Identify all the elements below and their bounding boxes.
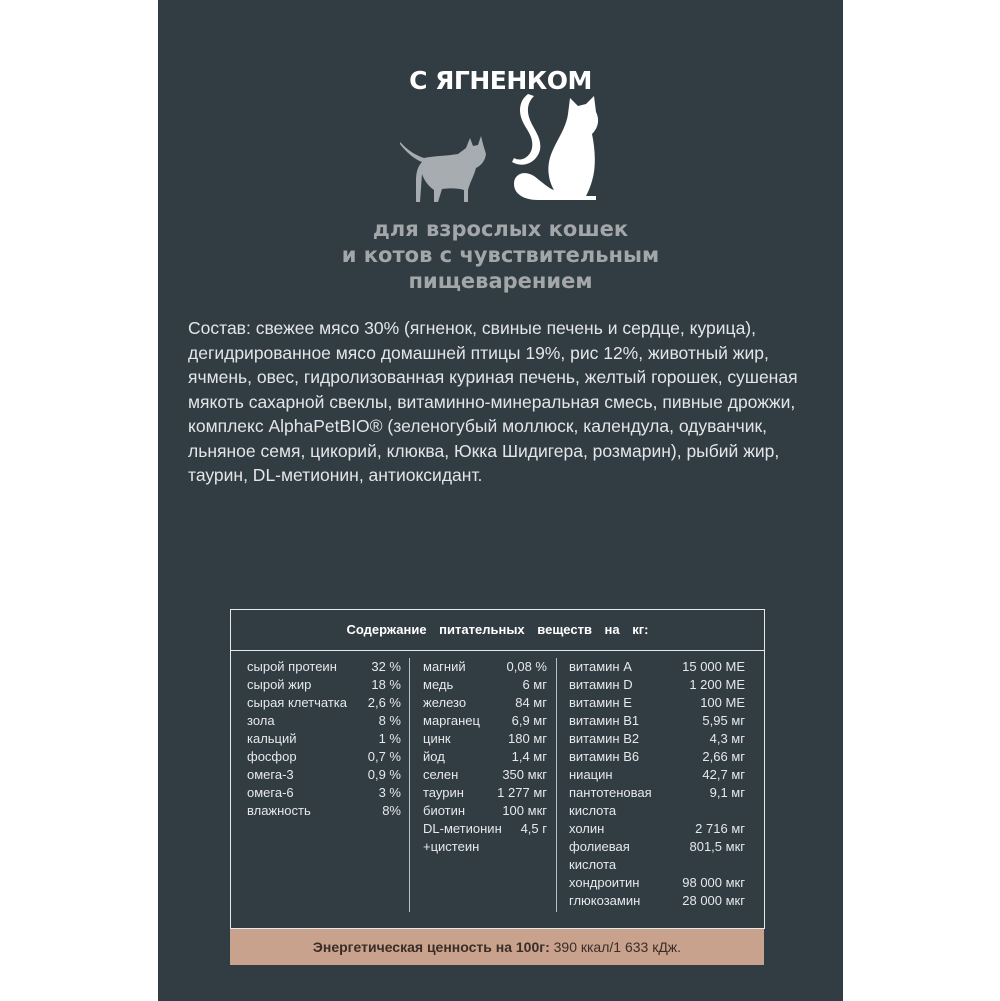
cat-silhouette-icon <box>508 92 608 202</box>
nutrient-name: пантотеновая <box>569 785 652 800</box>
nutrient-value: 9,1 мг <box>709 785 745 800</box>
nutrient-value: 0,08 % <box>506 659 547 674</box>
nutrient-row <box>247 802 401 820</box>
nutrient-value: 4,3 мг <box>709 731 745 746</box>
nutrient-value: 2,6 % <box>367 695 401 710</box>
nutrient-name: сырая клетчатка <box>247 695 348 710</box>
nutrient-value: 0,9 % <box>367 767 401 782</box>
nutrient-value: 350 мкг <box>502 767 547 782</box>
nutrient-row <box>423 766 547 784</box>
nutrition-column-basic <box>247 658 401 820</box>
nutrient-row <box>247 766 401 784</box>
nutrient-row <box>247 694 401 712</box>
nutrient-row <box>423 802 547 820</box>
nutrient-name: витамин В1 <box>569 713 640 728</box>
nutrient-row <box>423 676 547 694</box>
nutrient-value: 1 277 мг <box>497 785 547 800</box>
nutrient-row <box>247 748 401 766</box>
nutrient-name: витамин В6 <box>569 749 640 764</box>
nutrient-name: фолиевая <box>569 839 630 854</box>
subtitle-line: для взрослых кошек <box>372 217 629 241</box>
nutrient-value: 32 % <box>371 659 401 674</box>
nutrient-name: фосфор <box>247 749 297 764</box>
nutrient-value: 4,5 г <box>520 821 547 836</box>
nutrient-value: 1,4 мг <box>511 749 547 764</box>
nutrient-row <box>569 802 745 820</box>
nutrient-row <box>569 874 745 892</box>
nutrition-table-heading: Содержание питательных веществ на кг: <box>346 622 649 637</box>
nutrient-value: 98 000 мкг <box>682 875 745 890</box>
nutrient-name: +цистеин <box>423 839 480 854</box>
nutrient-name: витамин А <box>569 659 632 674</box>
nutrition-table <box>230 609 765 929</box>
nutrient-row <box>569 892 745 910</box>
cat-silhouette-icon <box>398 132 488 204</box>
nutrient-name: селен <box>423 767 459 782</box>
nutrient-name: витамин В2 <box>569 731 640 746</box>
nutrient-name: магний <box>423 659 466 674</box>
nutrient-name: DL-метионин <box>423 821 502 836</box>
nutrient-value: 1 % <box>378 731 401 746</box>
composition-line: ячмень, овес, гидролизованная куриная печень, желтый горошек, сушеная <box>188 367 798 387</box>
nutrition-column-vitamins <box>569 658 745 910</box>
nutrient-row <box>569 838 745 856</box>
nutrient-name: йод <box>423 749 445 764</box>
package-panel <box>158 0 843 1001</box>
nutrient-name: ниацин <box>569 767 613 782</box>
product-title: С ЯГНЕНКОМ <box>409 66 592 95</box>
nutrient-value: 1 200 МЕ <box>689 677 745 692</box>
nutrient-name: хондроитин <box>569 875 640 890</box>
nutrient-value: 100 мкг <box>502 803 547 818</box>
nutrient-value: 6 мг <box>522 677 547 692</box>
nutrient-row <box>569 694 745 712</box>
nutrient-value: 5,95 мг <box>702 713 745 728</box>
nutrient-row <box>569 712 745 730</box>
nutrient-name: биотин <box>423 803 466 818</box>
composition-line: льняное семя, цикорий, клюква, Юкка Шидигера, розмарин), рыбий жир, <box>188 440 780 461</box>
column-divider <box>409 658 410 912</box>
nutrient-row <box>423 658 547 676</box>
nutrient-row <box>569 730 745 748</box>
nutrient-row <box>569 766 745 784</box>
nutrient-name: сырой протеин <box>247 659 337 674</box>
composition-line: Состав: свежее мясо 30% (ягненок, свиные печень и сердце, курица), <box>188 318 756 338</box>
energy-label: Энергетическая ценность на 100г: <box>312 939 550 955</box>
nutrient-name: железо <box>423 695 467 710</box>
nutrient-row <box>247 676 401 694</box>
nutrient-name: холин <box>569 821 605 836</box>
nutrient-value: 3 % <box>378 785 401 800</box>
nutrient-name: влажность <box>247 803 311 818</box>
nutrient-value: 8% <box>382 803 401 818</box>
nutrient-row <box>569 658 745 676</box>
nutrient-row <box>423 748 547 766</box>
nutrient-value: 18 % <box>371 677 401 692</box>
column-divider <box>556 658 557 912</box>
nutrient-name: кислота <box>569 803 617 818</box>
nutrient-name: кальций <box>247 731 297 746</box>
nutrient-name: зола <box>247 713 275 728</box>
nutrient-row <box>423 820 547 838</box>
nutrient-row <box>569 748 745 766</box>
subtitle-line: пищеварением <box>408 269 593 293</box>
nutrient-name: витамин Е <box>569 695 632 710</box>
nutrient-name: медь <box>423 677 454 692</box>
nutrient-name: кислота <box>569 857 617 872</box>
nutrient-row <box>423 838 547 856</box>
nutrient-row <box>569 856 745 874</box>
nutrient-name: глюкозамин <box>569 893 641 908</box>
nutrient-value: 84 мг <box>515 695 547 710</box>
nutrient-name: витамин D <box>569 677 633 692</box>
subtitle-line: и котов с чувствительным <box>341 243 660 267</box>
nutrient-value: 801,5 мкг <box>689 839 745 854</box>
nutrient-row <box>247 784 401 802</box>
composition-line: комплекс AlphaPetBIO® (зеленогубый моллюск, календула, одуванчик, <box>188 416 768 436</box>
nutrient-name: сырой жир <box>247 677 312 692</box>
composition-line: мякоть сахарной свеклы, витаминно-минеральная смесь, пивные дрожжи, <box>188 391 796 412</box>
nutrient-row <box>423 784 547 802</box>
target-audience-subtitle <box>158 216 843 294</box>
composition-line: дегидрированное мясо домашней птицы 19%, рис 12%, животный жир, <box>188 342 769 363</box>
nutrient-value: 2,66 мг <box>702 749 745 764</box>
nutrient-row <box>423 730 547 748</box>
nutrient-name: марганец <box>423 713 480 728</box>
nutrient-value: 100 МЕ <box>700 695 745 710</box>
energy-value: 390 ккал/1 633 кДж. <box>549 939 682 955</box>
nutrient-value: 180 мг <box>508 731 547 746</box>
composition-text <box>188 316 816 488</box>
nutrient-row <box>569 820 745 838</box>
nutrient-row <box>247 658 401 676</box>
nutrient-value: 15 000 МЕ <box>682 659 745 674</box>
table-divider <box>231 650 764 651</box>
nutrient-row <box>569 784 745 802</box>
nutrient-name: омега-3 <box>247 767 294 782</box>
nutrient-row <box>423 694 547 712</box>
nutrition-column-minerals <box>423 658 547 856</box>
nutrient-row <box>247 712 401 730</box>
nutrient-value: 8 % <box>378 713 401 728</box>
nutrient-value: 2 716 мг <box>695 821 745 836</box>
nutrient-value: 42,7 мг <box>702 767 745 782</box>
energy-value-band <box>230 929 764 965</box>
nutrient-name: таурин <box>423 785 464 800</box>
nutrient-row <box>247 730 401 748</box>
nutrient-row <box>423 712 547 730</box>
nutrient-value: 0,7 % <box>367 749 401 764</box>
nutrient-name: омега-6 <box>247 785 294 800</box>
nutrient-value: 6,9 мг <box>511 713 547 728</box>
nutrient-name: цинк <box>423 731 451 746</box>
composition-line: таурин, DL-метионин, антиоксидант. <box>188 465 483 485</box>
nutrient-row <box>569 676 745 694</box>
nutrient-value: 28 000 мкг <box>682 893 745 908</box>
